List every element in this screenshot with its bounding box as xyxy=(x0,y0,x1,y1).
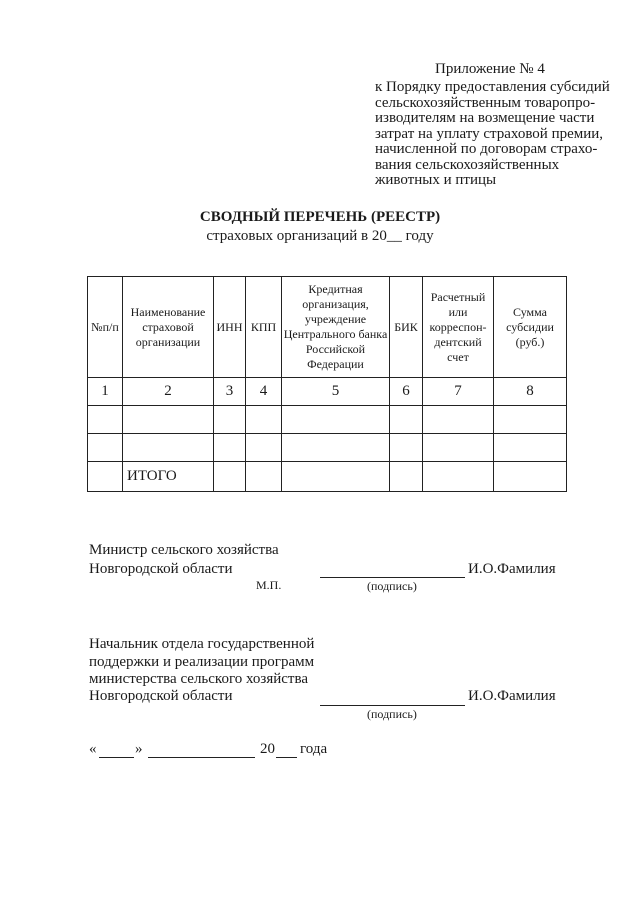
signer1-position-line1: Министр сельского хозяйства xyxy=(89,542,279,558)
date-year-suffix: года xyxy=(300,741,328,757)
appendix-line: вания сельскохозяйственных xyxy=(375,156,560,173)
column-number: 6 xyxy=(390,378,423,406)
signature-line xyxy=(320,705,465,706)
signer2-position-line2: поддержки и реализации программ xyxy=(89,654,315,670)
table-cell xyxy=(423,462,494,492)
table-cell xyxy=(214,462,246,492)
table-cell xyxy=(282,462,390,492)
date-year-prefix: 20 xyxy=(260,741,275,757)
table-cell xyxy=(246,406,282,434)
table-cell xyxy=(214,434,246,462)
header-cell: КПП xyxy=(246,277,282,378)
table-cell xyxy=(123,406,214,434)
table-cell xyxy=(88,434,123,462)
column-number: 8 xyxy=(494,378,567,406)
appendix-line: к Порядку предоставления субсидий xyxy=(375,79,610,95)
total-label: ИТОГО xyxy=(123,462,214,492)
signer2-position-line4: Новгородской области xyxy=(89,688,233,704)
registry-table xyxy=(87,276,567,492)
header-cell: №п/п xyxy=(88,277,123,378)
header-cell: ИНН xyxy=(214,277,246,378)
stamp-placeholder: М.П. xyxy=(256,578,282,592)
table-cell xyxy=(246,462,282,492)
header-cell: Наименование страховой организации xyxy=(123,277,214,378)
column-number: 3 xyxy=(214,378,246,406)
signature-caption: (подпись) xyxy=(367,707,417,721)
column-number: 1 xyxy=(88,378,123,406)
column-number: 7 xyxy=(423,378,494,406)
column-number: 2 xyxy=(123,378,214,406)
appendix-line: затрат на уплату страховой премии, xyxy=(375,125,604,142)
table-cell xyxy=(282,406,390,434)
date-open-quote: « xyxy=(89,741,97,757)
signer2-position-line3: министерства сельского хозяйства xyxy=(89,671,309,687)
signature-caption: (подпись) xyxy=(367,579,417,593)
header-cell: Расчетный или корреспон-дентский счет xyxy=(423,277,494,378)
appendix-line: начисленной по договорам страхо- xyxy=(375,141,598,157)
column-number: 5 xyxy=(282,378,390,406)
table-cell xyxy=(423,434,494,462)
document-subtitle: страховых организаций в 20__ году xyxy=(206,228,434,244)
table-cell xyxy=(88,406,123,434)
table-cell xyxy=(494,462,567,492)
appendix-title: Приложение № 4 xyxy=(435,61,545,77)
column-number: 4 xyxy=(246,378,282,406)
appendix-text xyxy=(375,80,615,189)
table-cell xyxy=(390,434,423,462)
header-cell: Сумма субсидии (руб.) xyxy=(494,277,567,378)
signer2-name: И.О.Фамилия xyxy=(468,688,556,704)
header-cell: БИК xyxy=(390,277,423,378)
appendix-line: сельскохозяйственным товаропро- xyxy=(375,94,596,111)
total-row xyxy=(88,462,567,492)
table-cell xyxy=(494,434,567,462)
date-close-quote: » xyxy=(135,741,143,757)
date-month-blank xyxy=(148,757,255,758)
header-cell: Кредитная организация, учреждение Центрального банка Российской Федерации xyxy=(282,277,390,378)
table-cell xyxy=(246,434,282,462)
document-title: СВОДНЫЙ ПЕРЕЧЕНЬ (РЕЕСТР) xyxy=(199,209,441,225)
appendix-line: животных и птицы xyxy=(375,172,497,188)
table-row xyxy=(88,406,567,434)
table-cell xyxy=(494,406,567,434)
signer2-position-line1: Начальник отдела государственной xyxy=(89,636,315,652)
table-cell xyxy=(423,406,494,434)
signature-line xyxy=(320,577,465,578)
signer1-name: И.О.Фамилия xyxy=(468,561,556,577)
appendix-line: изводителям на возмещение части xyxy=(375,110,595,126)
date-year-blank xyxy=(276,757,297,758)
column-number-row xyxy=(88,378,567,406)
table-cell xyxy=(214,406,246,434)
signer1-position-line2: Новгородской области xyxy=(89,561,233,577)
table-cell xyxy=(282,434,390,462)
table-cell xyxy=(123,434,214,462)
table-cell xyxy=(390,406,423,434)
table-cell xyxy=(88,462,123,492)
header-row xyxy=(88,277,567,378)
table-row xyxy=(88,434,567,462)
table-cell xyxy=(390,462,423,492)
date-day-blank xyxy=(99,757,134,758)
